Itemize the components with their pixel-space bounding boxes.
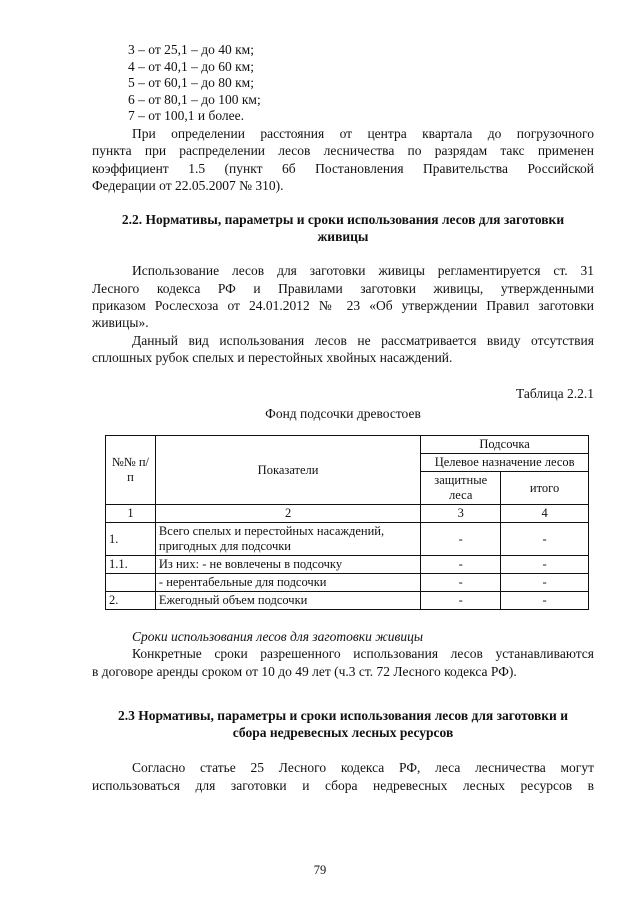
header-protective: защитные леса [421,472,501,505]
row-text: - нерентабельные для подсочки [155,574,420,592]
terms-heading: Сроки использования лесов для заготовки живицы [132,629,424,645]
section-title: живицы [317,228,369,244]
row-protective: - [421,592,501,610]
header-tapping: Подсочка [421,436,589,454]
paragraph-line: Лесного кодекса РФ и Правилами заготовки живицы, утвержденными [92,280,594,296]
table-caption: Фонд подсочки древостоев [265,406,421,422]
paragraph-line: живицы». [92,315,149,331]
list-item: 4 – от 40,1 – до 60 км; [128,58,254,74]
paragraph-line: Конкретные сроки разрешенного использования лесов устанавливаются [132,646,594,662]
distance-paragraph [92,125,594,194]
section-2-3-paragraph [92,759,594,794]
row-total: - [501,556,589,574]
list-item: 3 – от 25,1 – до 40 км; [128,42,254,57]
row-protective: - [421,574,501,592]
table-row [106,592,589,610]
paragraph-line: использоваться для заготовки и сбора недревесных лесных ресурсов в [92,777,594,793]
terms-paragraph [92,645,594,680]
table-row [106,574,589,592]
paragraph-line: При определении расстояния от центра квартала до погрузочного [132,125,594,141]
distance-class-list [92,42,594,125]
table-row [106,523,589,556]
row-text: Из них: - не вовлечены в подсочку [155,556,420,574]
row-text: Всего спелых и перестойных насаждений, пригодных для подсочки [155,523,420,556]
row-total: - [501,592,589,610]
paragraph-line: Данный вид использования лесов не рассматривается ввиду отсутствия [132,332,594,348]
column-number: 4 [501,505,589,523]
paragraph-line: пункта при распределении лесов лесничества по разрядам такс применен [92,143,594,159]
section-title: 2.2. Нормативы, параметры и сроки использования лесов для заготовки [121,212,565,228]
table-label: Таблица 2.2.1 [516,386,594,402]
tapping-fund-table [105,435,589,610]
column-number: 3 [421,505,501,523]
section-title: 2.3 Нормативы, параметры и сроки использования лесов для заготовки и [118,708,568,724]
row-num: 1.1. [106,556,156,574]
paragraph-line: Использование лесов для заготовки живицы регламентируется ст. 31 [132,263,594,279]
section-2-2-paragraph-1 [92,262,594,331]
paragraph-line: Согласно статье 25 Лесного кодекса РФ, леса лесничества могут [132,760,594,776]
list-item: 6 – от 80,1 – до 100 км; [128,91,261,107]
paragraph-line: коэффициент 1.5 (пункт 6б Постановления Правительства Российской [92,160,594,176]
table-row [106,556,589,574]
section-2-3-heading [92,708,594,741]
row-total: - [501,523,589,556]
row-protective: - [421,523,501,556]
paragraph-line: в договоре аренды сроком от 10 до 49 лет (ч.3 ст. 72 Лесного кодекса РФ). [92,663,517,679]
row-num: 1. [106,523,156,556]
section-2-2-paragraph-2 [92,332,594,367]
section-2-2-heading [92,212,594,245]
document-page [92,42,594,794]
header-num: №№ п/п [106,436,156,505]
header-indicators: Показатели [155,436,420,505]
list-item: 7 – от 100,1 и более. [128,108,244,124]
row-total: - [501,574,589,592]
row-num: 2. [106,592,156,610]
row-protective: - [421,556,501,574]
list-item: 5 – от 60,1 – до 80 км; [128,75,254,91]
header-purpose: Целевое назначение лесов [421,454,589,472]
section-title: сбора недревесных лесных ресурсов [232,724,454,740]
column-number: 1 [106,505,156,523]
row-num [106,574,156,592]
paragraph-line: Федерации от 22.05.2007 № 310). [92,177,284,193]
paragraph-line: приказом Рослесхоза от 24.01.2012 № 23 «Об утверждении Правил заготовки [92,297,594,313]
page-number: 79 [313,863,327,877]
row-text: Ежегодный объем подсочки [155,592,420,610]
paragraph-line: сплошных рубок спелых и перестойных хвойных насаждений. [92,349,453,365]
column-number: 2 [155,505,420,523]
header-total: итого [501,472,589,505]
